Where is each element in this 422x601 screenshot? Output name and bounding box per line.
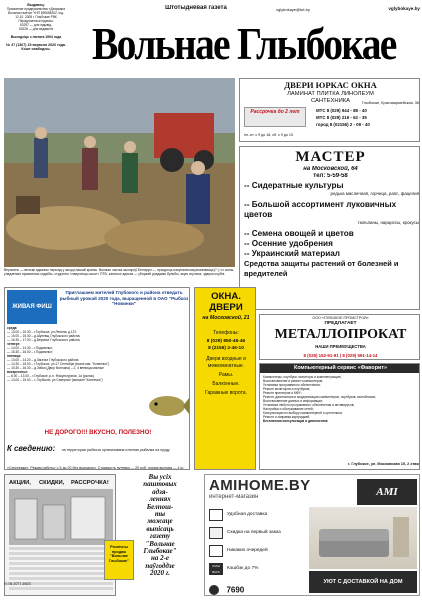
fish-headline: Приглашаем жителей Глубокого и района отведать рыбный урожай 2020 года, выращенной в ОАО "Рыбхоз "Новинки" bbox=[59, 290, 189, 306]
dveri-phone: МТС 8 (029) 216 - 62 - 35 bbox=[316, 115, 367, 120]
computer-line: Консультации по выбору компьютерной и оргтехники; bbox=[263, 411, 343, 415]
master-item-note: тюльпаны, нарциссы, крокусы bbox=[357, 220, 419, 225]
fish-icon bbox=[147, 378, 189, 430]
master-item: -- Семена овощей и цветов bbox=[244, 229, 354, 238]
publisher-info bbox=[4, 3, 68, 73]
subscription-line: паштовых bbox=[143, 480, 177, 489]
fish-line: — 15.30 – 16.00 – г.Подсвилье; bbox=[7, 350, 53, 354]
publisher-line: Вольная газета» УНП 690658302, Інд. bbox=[8, 11, 64, 16]
photo-caption: Верасень — вельмі адказны перыяд у жыцці нашай краіны. Вялікая частка жыхароў Беларусі — працуюць пакупаючыся(апазнаваць)? ) і іх сыны, упадзеныя прыватныя сядзібы, студэнты і навучэнцы школ і ПТВ, занятых адным — уборкай ураджаю бульбы, якую агульна, здвуха клубні. bbox=[4, 268, 235, 277]
delivery-icon bbox=[209, 509, 223, 521]
fish-footer-text: на территории рыбхоза организована платная рыбалка на пруду «Сергеевка». Режим работы: с 5 до 20 без выходных. Стоимость путевки — 20 руб, норма вылова — 4 кг. bbox=[7, 448, 184, 469]
appliances-illustration bbox=[9, 489, 113, 545]
okna-item: Рамы. bbox=[218, 372, 234, 378]
subscription-line: 2020 г. bbox=[150, 569, 170, 578]
fish-line: среда: bbox=[7, 326, 18, 330]
sofa-illustration bbox=[309, 507, 417, 569]
master-list bbox=[244, 181, 419, 309]
computer-line: Ремонт мониторов и ноутбуков; bbox=[263, 387, 311, 391]
metall-subtitle: НАШИ ПРЕИМУЩЕСТВА bbox=[315, 344, 366, 349]
publisher-label: Выдавец: bbox=[27, 3, 45, 7]
discount-icon bbox=[209, 527, 223, 539]
fish-line: — 15.30 – 16.00 – д.Зябки (Двор болешна) – 2, 4 ветвица мясные bbox=[7, 366, 104, 370]
computer-title: Компьютерный сервис «Фаворит» bbox=[260, 364, 420, 373]
publisher-line: 63297 — для індывід. bbox=[20, 23, 52, 28]
fish-line: — 14.00 – 14.30 – г.Подсвилье; bbox=[7, 346, 53, 350]
okna-item: Балконные. bbox=[212, 381, 240, 387]
master-item: -- Украинский материал bbox=[244, 249, 340, 258]
computer-line: Ремонт и заправка картриджей. bbox=[263, 415, 311, 419]
dveri-phone: город 8 (02156) 2 - 09 - 40 bbox=[316, 122, 370, 127]
amihome-ad bbox=[204, 474, 420, 596]
issue-line: № 37 (1367) 15 верасня 2020 года. Кошт свабодны. bbox=[6, 42, 66, 52]
subscription-line: выпісаць bbox=[146, 524, 174, 533]
publisher-line: 63228 — для ведамств bbox=[18, 27, 54, 32]
metall-title: МЕТАЛЛОПРОКАТ bbox=[274, 327, 407, 342]
okna-item: Гаражные ворота. bbox=[205, 390, 247, 396]
fish-line: пятница: bbox=[7, 354, 22, 358]
feature-row bbox=[209, 543, 305, 559]
fish-logo bbox=[7, 290, 57, 324]
fish-slogan: НЕ ДОРОГО!!! ВКУСНО, ПОЛЕЗНО! bbox=[44, 429, 152, 436]
dveri-phone: МТС 8 (029) 944 - 88 - 40 bbox=[316, 108, 367, 113]
feature-row bbox=[209, 507, 305, 523]
computer-ad bbox=[259, 363, 420, 470]
master-title: МАСТЕР bbox=[295, 149, 366, 165]
harvest-scene-illustration bbox=[4, 78, 235, 267]
issn: ISSN 2077-6923 bbox=[4, 582, 31, 586]
fish-logo-text: ЖИВАЯ ФИШ bbox=[12, 304, 52, 310]
fish-footer-head: К сведению: bbox=[7, 444, 56, 453]
dveri-subtitle: ЛАМИНАТ ПЛИТКА ЛИНОЛЕУМ bbox=[287, 91, 374, 97]
metall-company: ООО «ГЛУБОКОЕ ПРОМСТРОЙ» bbox=[312, 316, 369, 320]
subscription-line: Вы усіх bbox=[148, 474, 172, 481]
subscription-line: Белпош- bbox=[146, 502, 174, 511]
amihome-phone-number: 7690 bbox=[226, 585, 245, 595]
computer-line: Компьютеры, ноутбуки, мониторы и комплектующие; bbox=[263, 375, 342, 379]
amihome-subtitle: интернет-магазин bbox=[209, 494, 259, 500]
computer-list bbox=[263, 375, 419, 461]
computer-address: г. Глубокое, ул. Московская 15, 2 этаж bbox=[348, 462, 419, 466]
phone-icon bbox=[209, 585, 219, 595]
harvest-photo bbox=[4, 78, 235, 267]
okna-phone: 8 (029) 850-46-46 bbox=[206, 339, 246, 344]
retail-line: "Вольнае bbox=[109, 554, 129, 559]
publisher-line: Перадплатныя індэксы: bbox=[18, 19, 54, 24]
retail-line: продаж bbox=[111, 549, 127, 554]
installment-badge-text: Рассрочка до 2 лет bbox=[250, 109, 300, 115]
fish-line: — 16.30 – 17.00 – д.Веровье Глубокского района. bbox=[7, 338, 81, 342]
computer-line: Ремонт принтеров и МФУ; bbox=[263, 391, 302, 395]
dveri-phones bbox=[316, 107, 419, 129]
metall-phones: 8 (029) 152-91-91 | 8 (029) 591-14-14 bbox=[303, 353, 378, 358]
dveri-ad bbox=[239, 78, 420, 142]
dveri-hours: пн.-пт. с 9 до 18, сб. с 9 до 15 bbox=[244, 133, 293, 137]
subscription-line: можаце bbox=[147, 517, 173, 526]
metall-head: ПРЕДЛАГАЕТ bbox=[324, 321, 357, 326]
computer-line: Восстановление и ремонт компьютеров; bbox=[263, 379, 323, 383]
akcii-ad bbox=[4, 474, 116, 596]
subscription-line: ты bbox=[154, 510, 166, 519]
dveri-address: Глыбокае, Краснаармейская, 36 bbox=[362, 101, 419, 105]
master-item-note: редька масличная, горчица, рапс, фацелия bbox=[330, 191, 419, 196]
retail-line: Глыбокае" bbox=[108, 559, 130, 564]
computer-line: Ремонт, диагностика и модернизация компьютеров, ноутбуков, моноблоков; bbox=[263, 395, 376, 399]
feature-row bbox=[209, 525, 305, 541]
ami-logo bbox=[357, 479, 417, 505]
subscription-line: адзя- bbox=[152, 487, 168, 496]
master-item: -- Большой ассортимент луковичных цветов bbox=[244, 200, 397, 219]
okna-item: Двери входные и межкомнатные. bbox=[206, 356, 246, 369]
subscription-line: на 2-е bbox=[150, 554, 170, 563]
publisher-line: 12.10. 2008 г. Глыбокае РВК bbox=[15, 15, 57, 20]
fish-line: — 13.00 – 15.00 – г. Глубокое, ул.Северное (магазин "Копеечка") bbox=[7, 378, 103, 382]
fish-ad bbox=[4, 287, 190, 470]
fish-schedule bbox=[7, 326, 147, 428]
computer-line: Установка любого программного обеспечения и антивирусов; bbox=[263, 403, 355, 407]
retail-box bbox=[104, 540, 134, 580]
master-item: -- Осенние удобрения bbox=[244, 239, 333, 248]
fish-line: — 13.00 – 15.30 – г.Глубокое, ул.Ленина, д.137; bbox=[7, 330, 78, 334]
computer-line: Бесплатная консультация и диагностика bbox=[263, 419, 328, 423]
fish-line: четверг: bbox=[7, 342, 21, 346]
master-address: на Московской, 64 bbox=[303, 166, 358, 172]
okna-phone-label: Телефоны: bbox=[213, 330, 239, 336]
ami-logo-text: AMI bbox=[376, 486, 398, 498]
feature-row bbox=[209, 561, 305, 577]
subscription-line: паўгоддзе bbox=[145, 561, 175, 570]
okna-title: ОКНА. ДВЕРИ bbox=[209, 291, 243, 313]
retail-line: Рознічны bbox=[110, 545, 128, 549]
feature-label: Кэшбэк до 7% bbox=[227, 566, 259, 571]
subscription-line: Глыбокае" bbox=[143, 547, 177, 556]
amihome-banner-text: УЮТ С ДОСТАВКОЙ НА ДОМ bbox=[323, 579, 403, 585]
okna-ad bbox=[194, 287, 256, 470]
feature-label: Никаких очередей bbox=[227, 548, 268, 553]
akcii-tag: РАССРОЧКА! bbox=[71, 480, 109, 486]
fish-line: — 13.00 – 14.20 – д.Загатье Глубокского района bbox=[7, 358, 79, 362]
founded-note: Выходзіць з лютага 1994 года bbox=[10, 35, 62, 40]
akcii-tag: АКЦИИ, bbox=[9, 480, 31, 486]
masthead-title bbox=[92, 16, 420, 72]
fish-image bbox=[147, 378, 189, 430]
subscription-line: "Вольнае bbox=[145, 539, 175, 548]
subscription-line: газету bbox=[149, 532, 171, 541]
fish-line: воскресенье: bbox=[7, 370, 29, 374]
website-right: vglybokaye.by bbox=[388, 6, 420, 11]
product-photo bbox=[9, 489, 113, 545]
amihome-features bbox=[209, 507, 305, 579]
fish-line: — 14.30 – 15.00 – г.Глубокое, ул.17 Сентября (возле маг. "Копеечка") bbox=[7, 362, 109, 366]
installment-badge bbox=[244, 107, 306, 127]
okna-phone: 8 (2156) 2-46-10 bbox=[208, 346, 244, 351]
okna-list bbox=[197, 356, 255, 466]
website-left: vglybokaye@tut.by bbox=[276, 7, 310, 12]
title-text: Вольнае Глыбокае bbox=[92, 18, 396, 69]
cashback-icon: CASH BACK bbox=[209, 563, 223, 575]
dveri-title: ДВЕРИ ЮРКАС ОКНА bbox=[284, 80, 377, 90]
master-phone: тел: 5-59-58 bbox=[313, 173, 348, 179]
dveri-subtitle2: САНТЕХНИКА bbox=[311, 98, 350, 104]
publisher-line: Прыватнае прадпрыемства «Дзяржана bbox=[6, 7, 66, 12]
akcii-tag: СКИДКИ, bbox=[39, 480, 65, 486]
computer-line: Настройка и обслуживание сетей; bbox=[263, 407, 314, 411]
interior-photo bbox=[309, 507, 417, 569]
feature-label: Удобная доставка bbox=[227, 512, 268, 517]
master-item: -- Сидератные культуры bbox=[244, 181, 344, 190]
computer-line: Восстановление данных и информации; bbox=[263, 399, 323, 403]
amihome-phone bbox=[209, 581, 305, 595]
master-ad bbox=[239, 146, 420, 310]
master-item: Средства защиты растений от болезней и вредителей bbox=[244, 259, 399, 278]
fish-footer bbox=[7, 438, 189, 469]
fish-line: — 8.00 – 13.00 – г.Глубокое, р-н. Фізкультурная, 1а (рынок). bbox=[7, 374, 95, 378]
amihome-banner bbox=[309, 571, 417, 593]
fish-line: — 15.00 – 15.30 – д.Шуневщ Глубокского района; bbox=[7, 334, 81, 338]
computer-line: Установка программного обеспечения; bbox=[263, 383, 321, 387]
feature-label: Скидка на первый заказ bbox=[227, 530, 281, 535]
tagline: Штотыднёвая газета bbox=[165, 5, 227, 11]
amihome-title: AMIHOME.BY bbox=[209, 478, 311, 494]
queue-icon bbox=[209, 545, 223, 557]
okna-address: на Московской, 21 bbox=[202, 315, 250, 321]
subscription-line: леннях bbox=[149, 495, 171, 504]
metall-ad bbox=[259, 314, 420, 360]
